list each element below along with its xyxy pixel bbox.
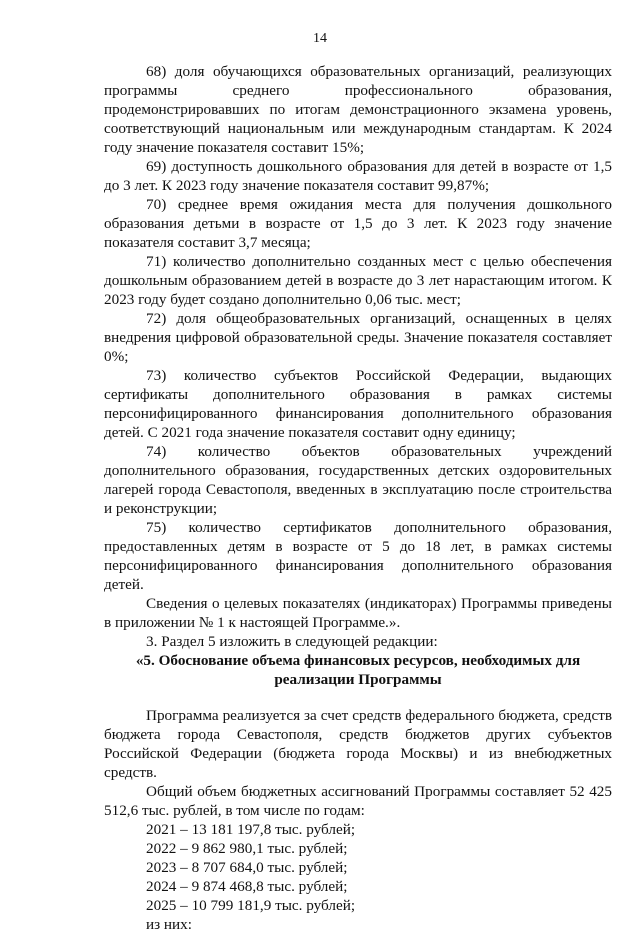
indicators-note: Сведения о целевых показателях (индикаторах) Программы приведены в приложении № 1 к настоящей Программе.».: [104, 595, 612, 631]
paragraph-72: 72) доля общеобразовательных организаций, оснащенных в целях внедрения цифровой образовательной среды. Значение показателя составляет 0%;: [104, 310, 612, 365]
paragraph-69: 69) доступность дошкольного образования для детей в возрасте от 1,5 до 3 лет. К 2023 году значение показателя составит 99,87%;: [104, 158, 612, 194]
year-line-2023: 2023 – 8 707 684,0 тыс. рублей;: [146, 859, 348, 876]
section-edit-instruction: 3. Раздел 5 изложить в следующей редакции:: [146, 633, 438, 650]
of-them-line: из них:: [146, 916, 192, 933]
document-body: [104, 62, 612, 934]
year-line-2021: 2021 – 13 181 197,8 тыс. рублей;: [146, 821, 356, 838]
year-line-2025: 2025 – 10 799 181,9 тыс. рублей;: [146, 897, 356, 914]
total-budget-paragraph: Общий объем бюджетных ассигнований Программы составляет 52 425 512,6 тыс. рублей, в том числе по годам:: [104, 783, 612, 819]
paragraph-70: 70) среднее время ожидания места для получения дошкольного образования детьми в возрасте от 1,5 до 3 лет. К 2023 году значение показателя составит 3,7 месяца;: [104, 196, 612, 251]
paragraph-68: 68) доля обучающихся образовательных организаций, реализующих программы среднего профессионального образования, продемонстрировавших по итогам демонстрационного экзамена уровень, соответствующий национальным или международным стандартам. К 2024 году значение показателя составит 15%;: [104, 63, 612, 156]
paragraph-73: 73) количество субъектов Российской Федерации, выдающих сертификаты дополнительного образования в рамках системы персонифицированного финансирования дополнительного образования детей. С 2021 года значение показателя составит одну единицу;: [104, 367, 612, 441]
section-heading: «5. Обоснование объема финансовых ресурсов, необходимых для реализации Программы: [135, 652, 581, 688]
paragraph-74: 74) количество объектов образовательных учреждений дополнительного образования, государственных детских оздоровительных лагерей города Севастополя, введенных в эксплуатацию после строительства и реконструкции;: [104, 443, 612, 517]
page-number: 14: [313, 31, 327, 46]
paragraph-71: 71) количество дополнительно созданных мест с целью обеспечения дошкольным образованием детей в возрасте до 3 лет нарастающим итогом. К 2023 году будет создано дополнительно 0,06 тыс. мест;: [104, 253, 612, 308]
year-line-2024: 2024 – 9 874 468,8 тыс. рублей;: [146, 878, 348, 895]
funding-sources-paragraph: Программа реализуется за счет средств федерального бюджета, средств бюджета города Севастополя, средств бюджетов других субъектов Российской Федерации (бюджета города Москвы) и из внебюджетных средств.: [104, 707, 612, 781]
paragraph-75: 75) количество сертификатов дополнительного образования, предоставленных детям в возрасте от 5 до 18 лет, в рамках системы персонифицированного финансирования дополнительного образования детей.: [104, 519, 612, 593]
year-line-2022: 2022 – 9 862 980,1 тыс. рублей;: [146, 840, 348, 857]
